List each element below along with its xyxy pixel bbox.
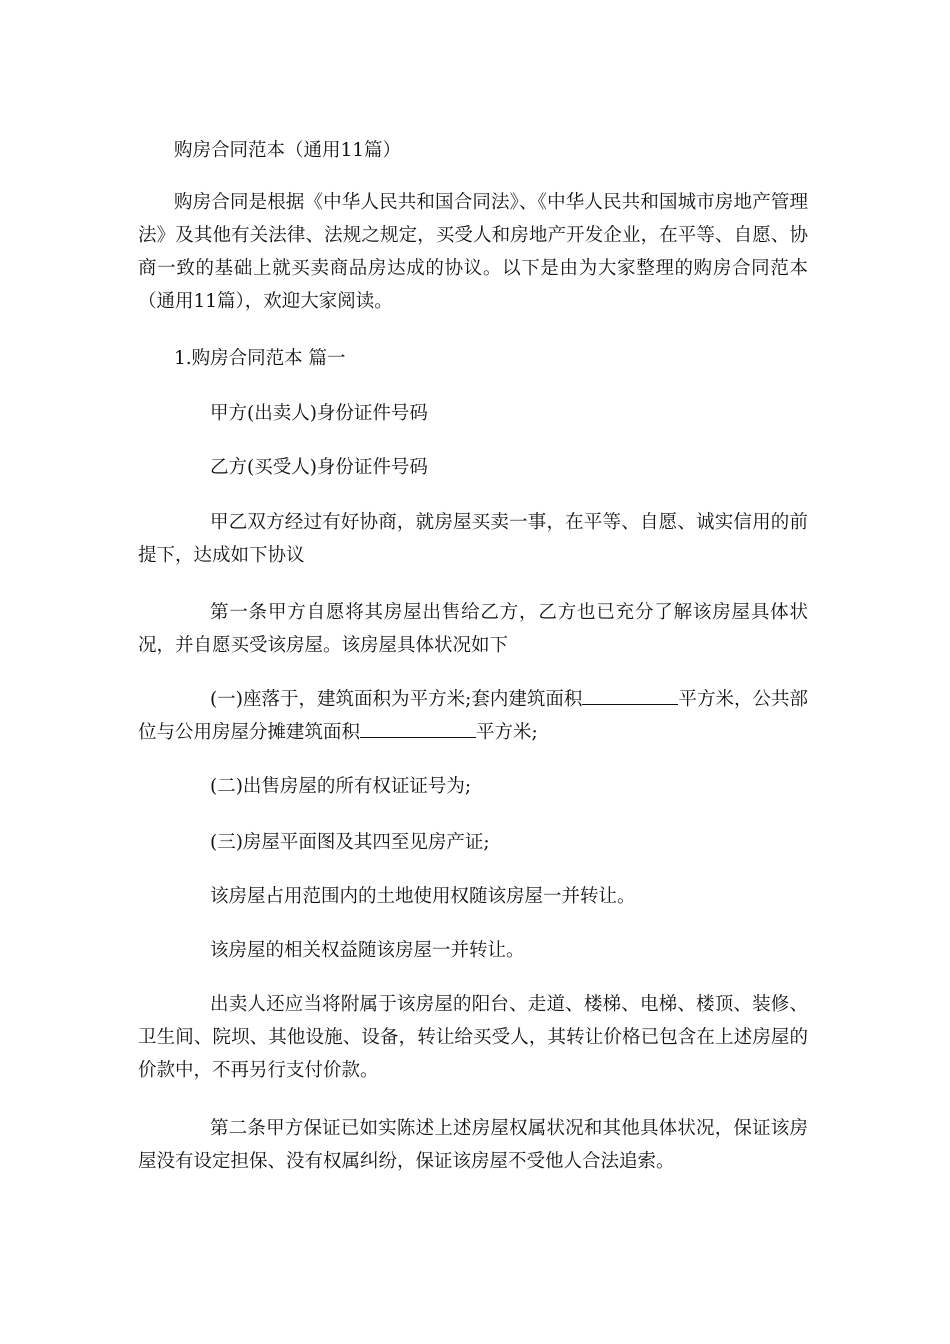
item-3-paragraph: (三)房屋平面图及其四至见房产证; [210, 832, 490, 853]
item-2-paragraph: (二)出售房屋的所有权证证号为; [210, 776, 472, 797]
party-a-line: 甲方(出卖人)身份证件号码 [210, 403, 428, 424]
section-heading: 1.购房合同范本 篇一 [174, 348, 346, 369]
item-1-paragraph [138, 683, 808, 749]
rights-paragraph: 该房屋的相关权益随该房屋一并转让。 [210, 940, 525, 961]
item-1-text-b: 平方米，公共部位与公用房屋分摊建筑面积 [138, 689, 808, 743]
attachments-paragraph: 出卖人还应当将附属于该房屋的阳台、走道、楼梯、电梯、楼顶、装修、卫生间、院坝、其他设施、设备，转让给买受人，其转让价格已包含在上述房屋的价款中，不再另行支付价款。 [138, 994, 808, 1081]
blank-inner-area [582, 686, 678, 705]
intro-paragraph: 购房合同是根据《中华人民共和国合同法》、《中华人民共和国城市房地产管理法》及其他有关法律、法规之规定，买受人和房地产开发企业，在平等、自愿、协商一致的基础上就买卖商品房达成的协议。以下是由为大家整理的购房合同范本（通用11篇），欢迎大家阅读。 [138, 192, 808, 312]
item-1-text-c: 平方米; [476, 722, 538, 743]
item-1-text-a: (一)座落于，建筑面积为平方米;套内建筑面积 [210, 689, 583, 710]
blank-shared-area [360, 719, 476, 738]
preamble-paragraph: 甲乙双方经过有好协商，就房屋买卖一事，在平等、自愿、诚实信用的前提下，达成如下协议 [138, 512, 808, 566]
party-b-line: 乙方(买受人)身份证件号码 [210, 457, 428, 478]
article-2-paragraph: 第二条甲方保证已如实陈述上述房屋权属状况和其他具体状况，保证该房屋没有设定担保、没有权属纠纷，保证该房屋不受他人合法追索。 [138, 1118, 808, 1172]
land-use-paragraph: 该房屋占用范围内的土地使用权随该房屋一并转让。 [210, 886, 636, 907]
article-1-paragraph: 第一条甲方自愿将其房屋出售给乙方，乙方也已充分了解该房屋具体状况，并自愿买受该房屋。该房屋具体状况如下 [138, 602, 808, 656]
document-title: 购房合同范本（通用11篇） [174, 140, 402, 161]
